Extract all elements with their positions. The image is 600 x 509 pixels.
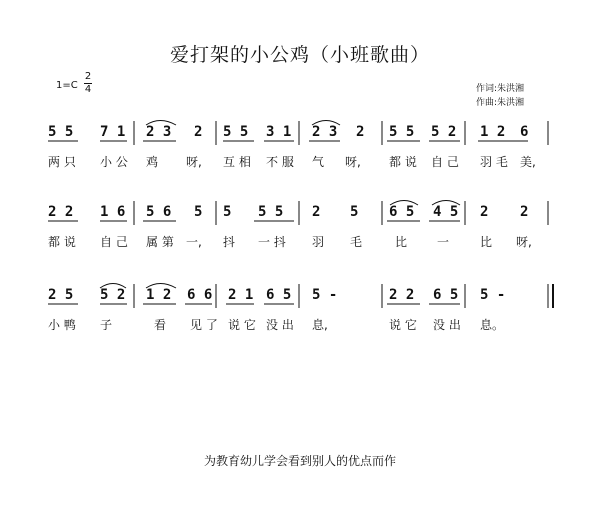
lyric: 一 — [437, 235, 450, 249]
note-group: 4 5 — [433, 204, 459, 220]
note-group: 6 6 — [187, 287, 213, 303]
lyric: 自 己 — [431, 155, 459, 169]
lyric: 两 只 — [48, 155, 76, 169]
note-group: 5 5 — [389, 124, 415, 140]
lyric: 鸡 — [146, 155, 159, 169]
lyric: 羽 — [312, 235, 325, 249]
lyric: 一 抖 — [258, 235, 286, 249]
note-group: 2 3 — [312, 124, 338, 140]
note-group: 2 1 — [228, 287, 254, 303]
note-group: 5 - — [480, 287, 506, 303]
composer: 作曲:朱洪湘 — [476, 98, 525, 108]
note-group: 5 6 — [146, 204, 172, 220]
lyricist: 作词:朱洪湘 — [476, 84, 525, 94]
note-group: 2 — [480, 204, 489, 220]
note-group: 5 5 — [223, 124, 249, 140]
lyric: 抖 — [223, 235, 236, 249]
note-group: 1 2 — [146, 287, 172, 303]
lyric: 息, — [312, 318, 328, 332]
lyric: 看 — [154, 318, 167, 332]
note-group: 2 — [194, 124, 203, 140]
note-group: 5 - — [312, 287, 338, 303]
lyric: 息。 — [480, 318, 505, 332]
note-group: 1 6 — [100, 204, 126, 220]
note-group: 5 5 — [258, 204, 284, 220]
lyric: 说 它 — [389, 318, 417, 332]
lyric: 没 出 — [266, 318, 294, 332]
footnote: 为教育幼儿学会看到别人的优点而作 — [203, 454, 396, 468]
note-group: 2 2 — [389, 287, 415, 303]
lyric: 气 — [312, 155, 325, 169]
note-group: 5 5 — [48, 124, 74, 140]
lyric: 比 — [395, 235, 408, 249]
note-group: 2 — [312, 204, 321, 220]
lyric: 自 己 — [100, 235, 128, 249]
lyric: 没 出 — [433, 318, 461, 332]
lyric: 属 第 — [146, 235, 174, 249]
note-group: 5 — [223, 204, 232, 220]
note-group: 6 5 — [266, 287, 292, 303]
note-group: 6 5 — [433, 287, 459, 303]
lyric: 都 说 — [389, 155, 417, 169]
lyric: 呀, — [516, 235, 532, 249]
lyric: 都 说 — [48, 235, 76, 249]
lyric: 美, — [520, 155, 536, 169]
note-group: 5 — [194, 204, 203, 220]
lyric: 呀, — [186, 155, 202, 169]
lyric: 说 它 — [228, 318, 256, 332]
note-group: 2 3 — [146, 124, 172, 140]
lyric: 互 相 — [223, 155, 251, 169]
note-group: 2 — [356, 124, 365, 140]
note-group: 5 2 — [431, 124, 457, 140]
song-title: 爱打架的小公鸡（小班歌曲） — [169, 44, 430, 66]
note-group: 1 2 — [480, 124, 506, 140]
key-signature: 1=C — [56, 80, 78, 91]
lyric: 子 — [100, 318, 113, 332]
lyric: 毛 — [350, 235, 363, 249]
note-group: 6 — [520, 124, 529, 140]
time-sig-bottom: 4 — [84, 84, 92, 95]
note-group: 7 1 — [100, 124, 126, 140]
note-group: 6 5 — [389, 204, 415, 220]
note-group: 5 2 — [100, 287, 126, 303]
note-group: 2 — [520, 204, 529, 220]
lyric: 一, — [186, 235, 202, 249]
lyric: 不 服 — [266, 155, 294, 169]
lyric: 比 — [480, 235, 493, 249]
lyric: 见 了 — [190, 318, 218, 332]
lyric: 羽 毛 — [480, 155, 508, 169]
lyric: 小 鸭 — [48, 318, 76, 332]
lyric: 小 公 — [100, 155, 128, 169]
note-group: 5 — [350, 204, 359, 220]
time-sig-top: 2 — [84, 71, 92, 82]
note-group: 2 5 — [48, 287, 74, 303]
lyric: 呀, — [345, 155, 361, 169]
note-group: 2 2 — [48, 204, 74, 220]
note-group: 3 1 — [266, 124, 292, 140]
